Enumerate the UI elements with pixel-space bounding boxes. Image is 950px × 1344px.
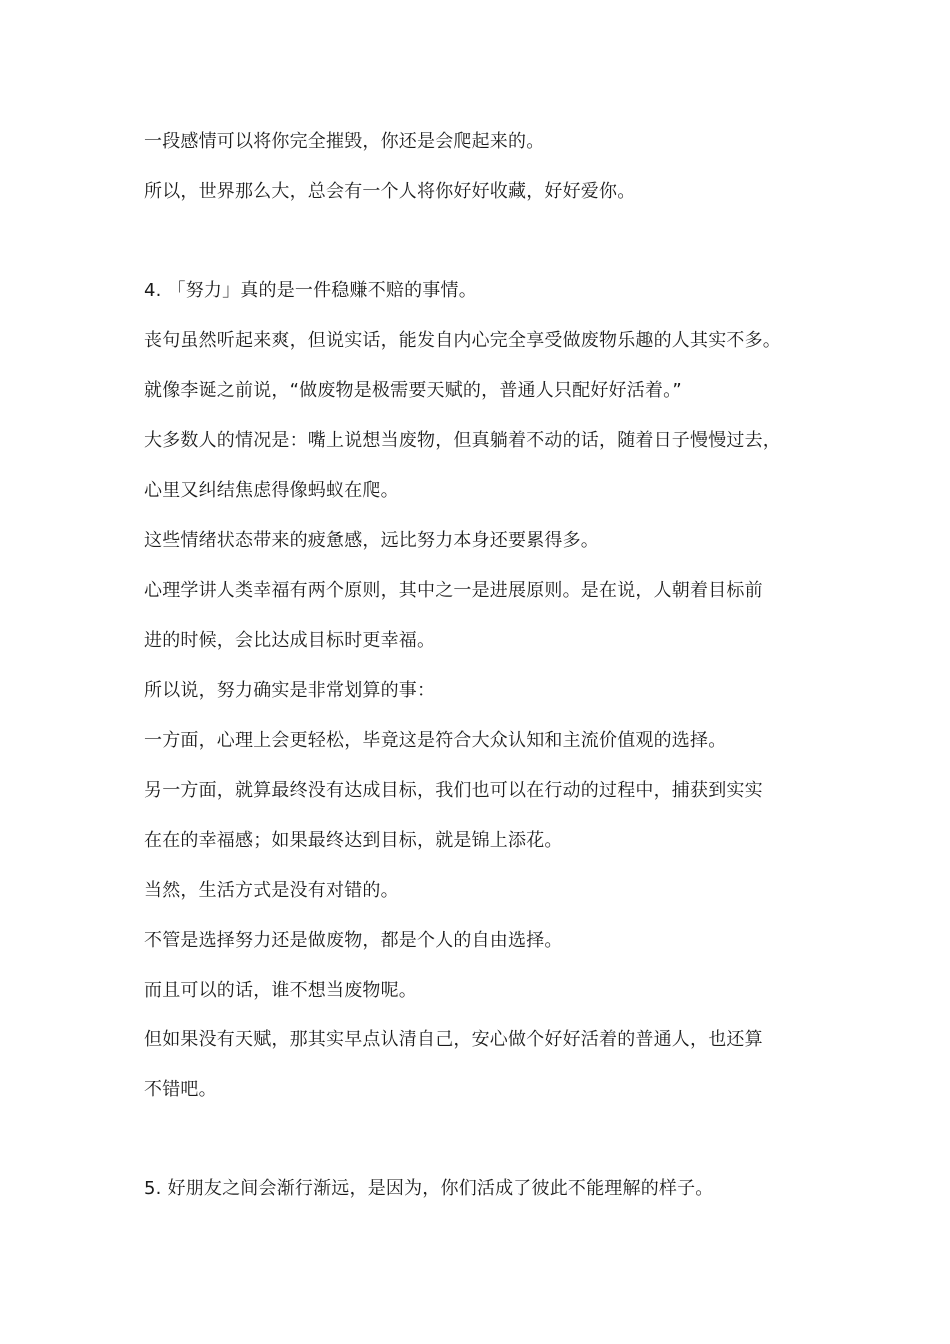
paragraph-line: 一段感情可以将你完全摧毁，你还是会爬起来的。 [144,131,545,152]
section-heading-5: 5. 好朋友之间会渐行渐远，是因为，你们活成了彼此不能理解的样子。 [144,1178,714,1199]
paragraph-line: 所以说，努力确实是非常划算的事： [144,680,436,701]
paragraph-line: 这些情绪状态带来的疲惫感，远比努力本身还要累得多。 [144,530,599,551]
paragraph-line: 而且可以的话，谁不想当废物呢。 [144,980,417,1001]
paragraph-line: 进的时候，会比达成目标时更幸福。 [144,630,436,651]
section-heading-4: 4. 「努力」真的是一件稳赚不赔的事情。 [144,280,477,301]
paragraph-line: 大多数人的情况是：嘴上说想当废物，但真躺着不动的话，随着日子慢慢过去， [144,430,781,451]
paragraph-line: 丧句虽然听起来爽，但说实话，能发自内心完全享受做废物乐趣的人其实不多。 [144,330,781,351]
paragraph-line: 但如果没有天赋，那其实早点认清自己，安心做个好好活着的普通人，也还算 [144,1029,763,1050]
paragraph-line: 当然，生活方式是没有对错的。 [144,880,399,901]
paragraph-line: 不错吧。 [144,1079,217,1100]
paragraph-line: 不管是选择努力还是做废物，都是个人的自由选择。 [144,930,563,951]
paragraph-line: 心理学讲人类幸福有两个原则，其中之一是进展原则。是在说，人朝着目标前 [144,580,763,601]
paragraph-line: 心里又纠结焦虑得像蚂蚁在爬。 [144,480,399,501]
paragraph-line: 另一方面，就算最终没有达成目标，我们也可以在行动的过程中，捕获到实实 [144,780,763,801]
paragraph-line: 所以，世界那么大，总会有一个人将你好好收藏，好好爱你。 [144,181,636,202]
paragraph-line: 就像李诞之前说，“做废物是极需要天赋的，普通人只配好好活着。” [144,380,682,401]
paragraph-line: 在在的幸福感；如果最终达到目标，就是锦上添花。 [144,830,563,851]
paragraph-line: 一方面，心理上会更轻松，毕竟这是符合大众认知和主流价值观的选择。 [144,730,727,751]
